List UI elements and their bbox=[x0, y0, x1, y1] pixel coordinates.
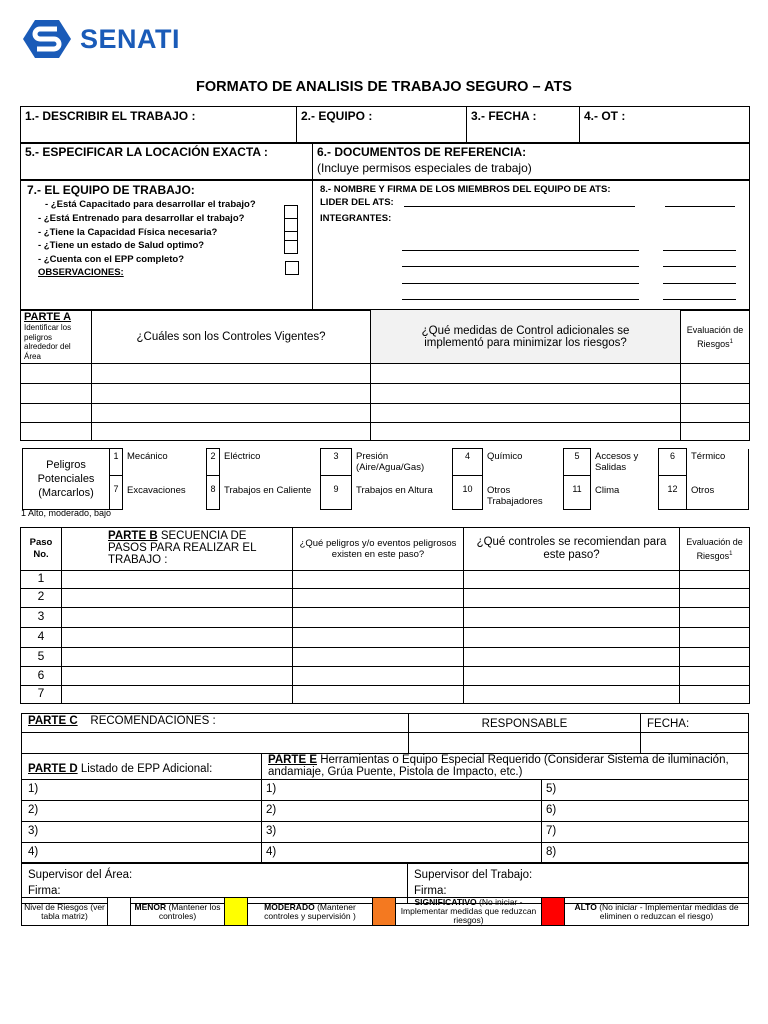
parte-a-cell[interactable] bbox=[92, 364, 371, 384]
significativo-label bbox=[396, 898, 542, 926]
lider-signature-line[interactable] bbox=[665, 206, 735, 207]
senati-logo-icon bbox=[22, 18, 72, 60]
paso-header bbox=[21, 528, 62, 571]
parte-a-header bbox=[21, 310, 92, 364]
step-cell[interactable] bbox=[464, 686, 680, 704]
parte-d-label: PARTE D bbox=[28, 762, 78, 775]
integrante-name-line[interactable] bbox=[402, 250, 639, 251]
parte-a-table bbox=[20, 309, 750, 441]
step-cell[interactable] bbox=[680, 648, 750, 667]
parte-c-table bbox=[21, 713, 749, 754]
step-number-text: 4 bbox=[37, 629, 45, 643]
parte-a-cell[interactable] bbox=[681, 364, 750, 384]
hazard-checkbox[interactable] bbox=[207, 449, 220, 476]
firma-trabajo-label: Firma: bbox=[414, 885, 447, 897]
step-number bbox=[21, 571, 62, 589]
herramienta-item[interactable] bbox=[542, 780, 749, 801]
evaluacion-riesgos-label: Evaluación de Riesgos bbox=[686, 324, 744, 349]
lider-name-line[interactable] bbox=[404, 206, 635, 207]
hazard-number: 2 bbox=[210, 451, 216, 461]
step-number bbox=[21, 686, 62, 704]
responsable-header bbox=[409, 714, 641, 733]
parte-b-title: SECUENCIA DE PASOS PARA REALIZAR EL TRABAJO : bbox=[108, 530, 257, 566]
parte-e-title: Herramientas o Equipo Especial Requerido (Considerar Sistema de iluminación, andamiaje, Grúa Puente, Pistola de Impacto, etc.) bbox=[268, 754, 729, 778]
parte-c-label: PARTE C bbox=[28, 715, 78, 727]
hazard-checkbox[interactable] bbox=[321, 449, 352, 476]
step-cell[interactable] bbox=[464, 589, 680, 608]
peligros-label bbox=[23, 449, 110, 510]
hazard-text: Térmico bbox=[691, 450, 726, 462]
fecha-label: 3.- FECHA : bbox=[471, 109, 537, 123]
herramienta-item-label: 2) bbox=[266, 804, 277, 816]
hazard-label bbox=[687, 449, 749, 476]
moderado-bold: MODERADO bbox=[264, 901, 315, 912]
step-cell[interactable] bbox=[62, 608, 293, 628]
form-title: FORMATO DE ANALISIS DE TRABAJO SEGURO – ATS bbox=[196, 79, 572, 95]
parte-d-title: Listado de EPP Adicional: bbox=[80, 762, 213, 775]
step-number-text: 3 bbox=[37, 609, 45, 623]
logo-text: SENATI bbox=[80, 24, 181, 54]
responsable-label: RESPONSABLE bbox=[481, 718, 568, 730]
hazard-checkbox[interactable] bbox=[453, 449, 483, 476]
parte-a-cell[interactable] bbox=[92, 423, 371, 441]
menor-label bbox=[131, 898, 225, 926]
equipo-field[interactable] bbox=[297, 107, 467, 144]
epp-item[interactable] bbox=[22, 822, 262, 843]
peligros-paso-header bbox=[293, 528, 464, 571]
parte-a-cell[interactable] bbox=[21, 423, 92, 441]
footnote-marker: 1 bbox=[729, 338, 733, 345]
integrante-signature-line[interactable] bbox=[663, 283, 736, 284]
step-cell[interactable] bbox=[464, 571, 680, 589]
herramienta-item-label: 3) bbox=[266, 825, 277, 837]
parte-a-cell[interactable] bbox=[371, 423, 681, 441]
step-cell[interactable] bbox=[293, 686, 464, 704]
step-cell[interactable] bbox=[62, 628, 293, 648]
step-cell[interactable] bbox=[464, 628, 680, 648]
describir-trabajo-field[interactable] bbox=[21, 107, 297, 144]
step-number-text: 2 bbox=[37, 589, 45, 603]
hazard-text: Trabajos en Caliente bbox=[224, 484, 312, 496]
step-cell[interactable] bbox=[293, 667, 464, 686]
integrante-name-line[interactable] bbox=[402, 299, 639, 300]
hazard-text: Clima bbox=[595, 484, 620, 496]
step-cell[interactable] bbox=[62, 686, 293, 704]
controles-paso-label: ¿Qué controles se recomiendan para este paso? bbox=[476, 536, 667, 561]
fecha-field[interactable] bbox=[467, 107, 580, 144]
hazard-label bbox=[591, 449, 659, 476]
epp-item-label: 3) bbox=[28, 825, 39, 837]
medidas-adicionales-header bbox=[371, 310, 681, 364]
herramienta-item-label: 8) bbox=[546, 846, 557, 858]
hazard-label bbox=[220, 476, 321, 510]
header-table bbox=[20, 106, 750, 144]
hazard-number: 11 bbox=[572, 484, 582, 494]
miembros-title: 8.- NOMBRE Y FIRMA DE LOS MIEMBROS DEL EQUIPO DE ATS: bbox=[320, 184, 611, 195]
step-number-text: 5 bbox=[37, 649, 45, 663]
hazard-text: Trabajos en Altura bbox=[356, 484, 433, 496]
medidas-adicionales-label: ¿Qué medidas de Control adicionales se implementó para minimizar los riesgos? bbox=[421, 324, 630, 349]
significativo-text: (No iniciar - Implementar medidas que reduzcan riesgos) bbox=[400, 897, 537, 925]
checkbox-capacitado[interactable] bbox=[284, 205, 298, 219]
locacion-field[interactable] bbox=[21, 143, 313, 181]
lider-label: LIDER DEL ATS: bbox=[320, 197, 394, 208]
controles-vigentes-header bbox=[92, 310, 371, 364]
parte-c-title: RECOMENDACIONES : bbox=[90, 715, 216, 727]
parte-de-table bbox=[21, 753, 749, 864]
moderado-text: (Mantener controles y supervisión ) bbox=[264, 901, 356, 921]
hazard-number: 12 bbox=[667, 484, 678, 494]
parte-c-header bbox=[22, 714, 409, 733]
responsable-field[interactable] bbox=[409, 733, 641, 754]
controles-paso-header bbox=[464, 528, 680, 571]
herramienta-item-label: 5) bbox=[546, 783, 557, 795]
step-number-text: 7 bbox=[37, 686, 45, 700]
integrante-name-line[interactable] bbox=[402, 283, 639, 284]
epp-item[interactable] bbox=[22, 801, 262, 822]
describir-label: 1.- DESCRIBIR EL TRABAJO : bbox=[25, 109, 196, 123]
hazard-label bbox=[123, 476, 207, 510]
step-cell[interactable] bbox=[293, 608, 464, 628]
hazard-number: 4 bbox=[464, 451, 470, 461]
step-cell[interactable] bbox=[293, 571, 464, 589]
peligros-paso-label: ¿Qué peligros y/o eventos peligrosos existen en este paso? bbox=[299, 538, 457, 560]
secuencia-header bbox=[62, 528, 293, 571]
step-cell[interactable] bbox=[62, 589, 293, 608]
hazard-checkbox[interactable] bbox=[564, 476, 591, 510]
parte-d-header bbox=[22, 754, 262, 780]
step-cell[interactable] bbox=[680, 628, 750, 648]
hazard-checkbox[interactable] bbox=[207, 476, 220, 510]
integrante-signature-line[interactable] bbox=[663, 250, 736, 251]
nivel-riesgos-label bbox=[22, 898, 108, 926]
question-capacitado: - ¿Está Capacitado para desarrollar el trabajo? bbox=[45, 199, 256, 210]
alto-label bbox=[565, 898, 749, 926]
locacion-label: 5.- ESPECIFICAR LA LOCACIÓN EXACTA : bbox=[25, 145, 268, 159]
hazard-number: 7 bbox=[113, 484, 119, 494]
equipo-label: 2.- EQUIPO : bbox=[301, 109, 373, 123]
herramienta-item-label: 4) bbox=[266, 846, 277, 858]
parte-a-cell[interactable] bbox=[21, 384, 92, 404]
hazard-text: Eléctrico bbox=[224, 450, 261, 462]
epp-item-label: 1) bbox=[28, 783, 39, 795]
step-cell[interactable] bbox=[62, 667, 293, 686]
fecha-c-field[interactable] bbox=[641, 733, 749, 754]
hazard-label bbox=[220, 449, 321, 476]
alto-text: (No iniciar - Implementar medidas de eliminen o reduzcan el riesgo) bbox=[599, 901, 739, 921]
parte-e-label: PARTE E bbox=[268, 754, 317, 766]
parte-a-cell[interactable] bbox=[371, 384, 681, 404]
parte-a-sub: Identificar los peligros alrededor del Área bbox=[24, 323, 72, 361]
integrantes-label: INTEGRANTES: bbox=[320, 213, 392, 224]
supervisor-area-label: Supervisor del Área: bbox=[28, 869, 133, 881]
step-number bbox=[21, 648, 62, 667]
ot-label: 4.- OT : bbox=[584, 109, 626, 123]
firma-area-label: Firma: bbox=[28, 885, 61, 897]
documentos-note: (Incluye permisos especiales de trabajo) bbox=[317, 161, 532, 175]
parte-a-cell[interactable] bbox=[681, 384, 750, 404]
step-cell[interactable] bbox=[680, 571, 750, 589]
herramienta-item[interactable] bbox=[262, 843, 542, 864]
step-cell[interactable] bbox=[293, 648, 464, 667]
step-cell[interactable] bbox=[62, 571, 293, 589]
parte-a-cell[interactable] bbox=[371, 364, 681, 384]
question-entrenado: - ¿Está Entrenado para desarrollar el trabajo? bbox=[38, 213, 245, 224]
documentos-field[interactable] bbox=[313, 143, 750, 181]
epp-item[interactable] bbox=[22, 780, 262, 801]
menor-text: (Mantener los controles) bbox=[158, 901, 221, 921]
checkbox-salud[interactable] bbox=[284, 240, 298, 254]
step-cell[interactable] bbox=[680, 667, 750, 686]
parte-a-cell[interactable] bbox=[92, 384, 371, 404]
controles-vigentes-label: ¿Cuáles son los Controles Vigentes? bbox=[136, 330, 326, 343]
hazard-label bbox=[352, 476, 453, 510]
step-cell[interactable] bbox=[293, 628, 464, 648]
parte-a-cell[interactable] bbox=[92, 404, 371, 423]
step-number bbox=[21, 608, 62, 628]
menor-swatch bbox=[108, 898, 131, 926]
hazard-label bbox=[352, 449, 453, 476]
hazard-number: 10 bbox=[462, 484, 473, 494]
step-cell[interactable] bbox=[464, 667, 680, 686]
menor-bold: MENOR bbox=[134, 901, 167, 912]
step-cell[interactable] bbox=[680, 589, 750, 608]
step-cell[interactable] bbox=[62, 648, 293, 667]
moderado-swatch bbox=[225, 898, 248, 926]
step-cell[interactable] bbox=[293, 589, 464, 608]
parte-a-cell[interactable] bbox=[21, 404, 92, 423]
herramienta-item[interactable] bbox=[542, 843, 749, 864]
hazard-text: Otros bbox=[691, 484, 715, 496]
hazard-text: Químico bbox=[487, 450, 523, 462]
step-number bbox=[21, 628, 62, 648]
herramienta-item[interactable] bbox=[262, 801, 542, 822]
documentos-label: 6.- DOCUMENTOS DE REFERENCIA: bbox=[317, 145, 527, 159]
fecha-header bbox=[641, 714, 749, 733]
hazard-label bbox=[123, 449, 207, 476]
parte-e-header bbox=[262, 754, 749, 780]
integrante-name-line[interactable] bbox=[402, 266, 639, 267]
integrante-signature-line[interactable] bbox=[663, 266, 736, 267]
risk-legend bbox=[21, 897, 749, 926]
hazard-number: 6 bbox=[669, 451, 675, 461]
herramienta-item[interactable] bbox=[262, 780, 542, 801]
ot-field[interactable] bbox=[580, 107, 750, 144]
hazard-text: Excavaciones bbox=[127, 484, 186, 496]
question-salud: - ¿Tiene un estado de Salud optimo? bbox=[38, 240, 205, 251]
step-number-text: 6 bbox=[37, 668, 45, 682]
hazard-checkbox[interactable] bbox=[110, 476, 123, 510]
epp-item-label: 2) bbox=[28, 804, 39, 816]
checkbox-epp[interactable] bbox=[285, 261, 299, 275]
nivel-riesgos-text: Nivel de Riesgos (ver tabla matriz) bbox=[24, 901, 105, 921]
evaluacion-riesgos-header bbox=[681, 310, 750, 364]
hazard-label bbox=[591, 476, 659, 510]
hazard-checkbox[interactable] bbox=[564, 449, 591, 476]
hazard-number: 5 bbox=[574, 451, 580, 461]
alto-bold: ALTO bbox=[574, 901, 597, 912]
evaluacion-paso-label: Evaluación de Riesgos bbox=[686, 537, 743, 561]
significativo-swatch bbox=[373, 898, 396, 926]
herramienta-item-label: 7) bbox=[546, 825, 557, 837]
question-epp: - ¿Cuenta con el EPP completo? bbox=[38, 254, 185, 265]
hazard-number: 9 bbox=[333, 484, 339, 494]
senati-logo bbox=[22, 18, 192, 60]
evaluacion-paso-header bbox=[680, 528, 750, 571]
parte-b-table bbox=[20, 527, 750, 704]
question-capacidad-fisica: - ¿Tiene la Capacidad Física necesaria? bbox=[38, 227, 218, 238]
step-cell[interactable] bbox=[464, 608, 680, 628]
hazard-checkbox[interactable] bbox=[659, 476, 687, 510]
equipo-trabajo-title: 7.- EL EQUIPO DE TRABAJO: bbox=[27, 183, 195, 197]
step-number bbox=[21, 589, 62, 608]
step-number bbox=[21, 667, 62, 686]
observaciones-label: OBSERVACIONES: bbox=[38, 267, 124, 278]
step-cell[interactable] bbox=[680, 686, 750, 704]
epp-item-label: 4) bbox=[28, 846, 39, 858]
footnote-marker: 1 bbox=[729, 551, 733, 557]
epp-item[interactable] bbox=[22, 843, 262, 864]
hazard-label bbox=[483, 476, 564, 510]
peligros-table bbox=[22, 448, 749, 510]
alto-swatch bbox=[542, 898, 565, 926]
integrante-signature-line[interactable] bbox=[663, 299, 736, 300]
hazard-checkbox[interactable] bbox=[659, 449, 687, 476]
hazard-label bbox=[483, 449, 564, 476]
parte-a-cell[interactable] bbox=[371, 404, 681, 423]
locacion-table bbox=[20, 142, 750, 181]
peligros-label-text: Peligros Potenciales (Marcarlos) bbox=[37, 459, 95, 499]
parte-a-cell[interactable] bbox=[681, 423, 750, 441]
hazard-checkbox[interactable] bbox=[321, 476, 352, 510]
step-number-text: 1 bbox=[37, 571, 45, 585]
hazard-number: 8 bbox=[210, 484, 216, 494]
hazard-text: Mecánico bbox=[127, 450, 168, 462]
hazard-checkbox[interactable] bbox=[453, 476, 483, 510]
recomendaciones-field[interactable] bbox=[22, 733, 409, 754]
fecha-c-label: FECHA: bbox=[647, 718, 690, 730]
herramienta-item[interactable] bbox=[542, 801, 749, 822]
step-cell[interactable] bbox=[464, 648, 680, 667]
herramienta-item-label: 6) bbox=[546, 804, 557, 816]
herramienta-item-label: 1) bbox=[266, 783, 277, 795]
hazard-number: 1 bbox=[113, 451, 119, 461]
parte-a-cell[interactable] bbox=[21, 364, 92, 384]
hazard-text: Presión (Aire/Agua/Gas) bbox=[356, 450, 425, 473]
significativo-bold: SIGNIFICATIVO bbox=[414, 897, 477, 907]
step-cell[interactable] bbox=[680, 608, 750, 628]
parte-b-label: PARTE B bbox=[108, 530, 158, 542]
hazard-text: Accesos y Salidas bbox=[595, 450, 639, 473]
hazard-checkbox[interactable] bbox=[110, 449, 123, 476]
herramienta-item[interactable] bbox=[542, 822, 749, 843]
checkbox-entrenado[interactable] bbox=[284, 218, 298, 232]
supervisor-trabajo-label: Supervisor del Trabajo: bbox=[414, 869, 533, 881]
hazard-label bbox=[687, 476, 749, 510]
hazard-text: Otros Trabajadores bbox=[487, 484, 543, 507]
footnote: 1 Alto, moderado, bajo bbox=[21, 508, 112, 518]
hazard-number: 3 bbox=[333, 451, 339, 461]
paso-label: Paso No. bbox=[29, 537, 53, 560]
moderado-label bbox=[248, 898, 373, 926]
parte-a-cell[interactable] bbox=[681, 404, 750, 423]
parte-a-label: PARTE A bbox=[24, 311, 72, 323]
herramienta-item[interactable] bbox=[262, 822, 542, 843]
